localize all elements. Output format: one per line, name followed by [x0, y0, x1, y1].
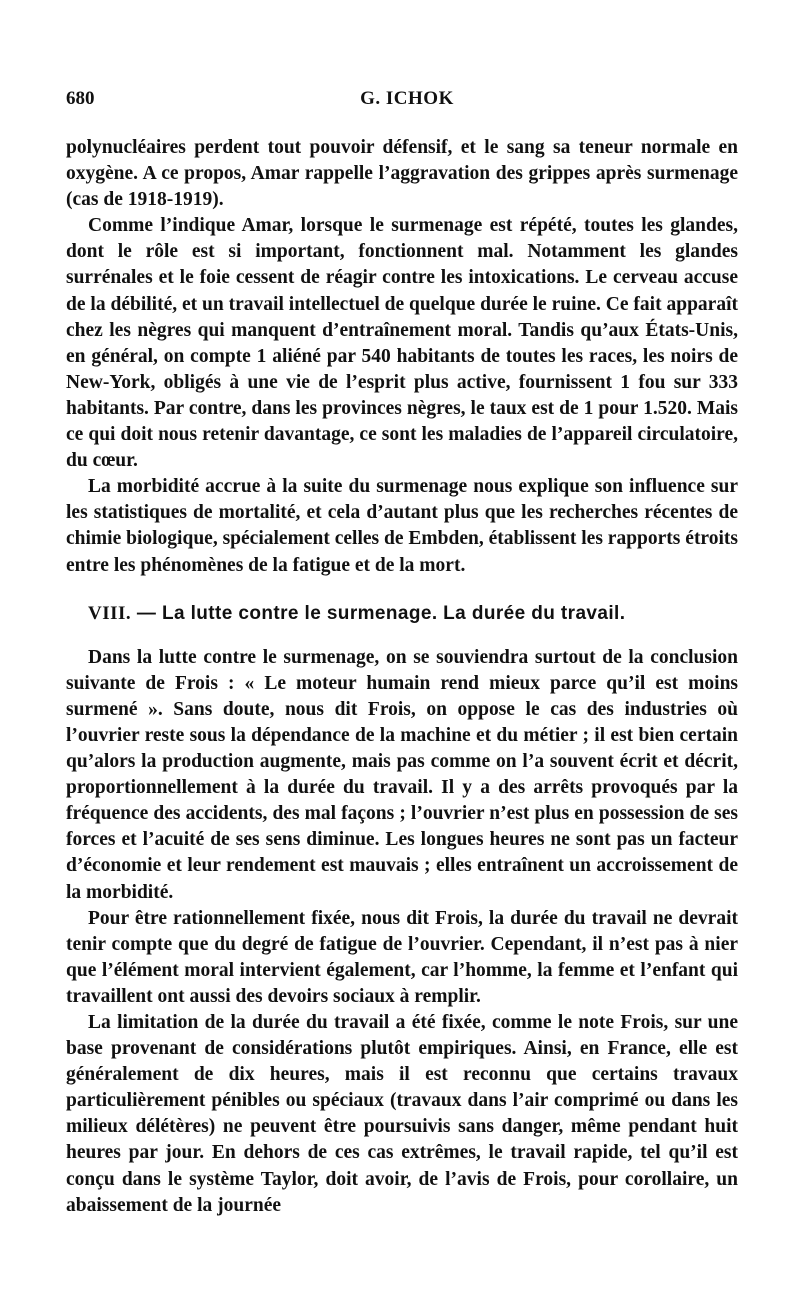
paragraph-morbidity: La morbidité accrue à la suite du surmenage nous explique son influence sur les statistiques de mortalité, et cela d’autant plus que les recherches récentes de chimie biologique, spécialement celles de Embden, établissent les rapports étroits entre les phénomènes de la fatigue et de la mort.	[66, 476, 738, 576]
section-number: VIII.	[88, 602, 132, 624]
body-text	[66, 135, 738, 1219]
paragraph-continuation: polynucléaires perdent tout pouvoir défensif, et le sang sa teneur normale en oxygène. A ce propos, Amar rappelle l’aggravation des grippes après surmenage (cas de 1918-1919).	[66, 137, 738, 211]
paragraph-limitation: La limitation de la durée du travail a été fixée, comme le note Frois, sur une base provenant de considérations plutôt empiriques. Ainsi, en France, elle est généralement de dix heures, mais il est reconnu que certains travaux particulièrement pénibles ou spéciaux (travaux dans l’air comprimé ou dans les milieux délétères) ne peuvent être poursuivis sans danger, même pendant huit heures par jour. En dehors de ces cas extrêmes, le travail rapide, tel qu’il est conçu dans le système Taylor, doit avoir, de l’avis de Frois, pour corollaire, un abaissement de la journée	[66, 1012, 738, 1216]
running-head	[66, 88, 748, 112]
paragraph-rational-duration: Pour être rationnellement fixée, nous dit Frois, la durée du travail ne devrait tenir compte que du degré de fatigue de l’ouvrier. Cependant, il n’est pas à nier que l’élément moral intervient également, car l’homme, la femme et l’enfant qui travaillent ont aussi des devoirs sociaux à remplir.	[66, 907, 738, 1007]
paragraph-frois-conclusion: Dans la lutte contre le surmenage, on se souviendra surtout de la conclusion suivante de Frois : « Le moteur humain rend mieux parce qu’il est moins surmené ». Sans doute, nous dit Frois, on oppose le cas des industries où l’ouvrier reste sous la dépendance de la machine et du métier ; il est bien certain qu’alors la production augmente, mais pas comme on l’a souvent écrit et décrit, proportionnellement à la durée du travail. Il y a des arrêts provoqués par la fréquence des accidents, des mal façons ; l’ouvrier n’est plus en possession de ses forces et l’acuité de ses sens diminue. Les longues heures ne sont pas un facteur d’économie et leur rendement est mauvais ; elles entraînent un accroissement de la morbidité.	[66, 646, 738, 903]
section-dash: —	[136, 602, 157, 624]
running-head-author: G. ICHOK	[360, 88, 454, 109]
paragraph-amar-glands: Comme l’indique Amar, lorsque le surmenage est répété, toutes les glandes, dont le rôle est si important, fonctionnent mal. Notamment les glandes surrénales et le foie cessent de réagir contre les intoxications. Le cerveau accuse de la débilité, et un travail intellectuel de quelque durée le ruine. Ce fait apparaît chez les nègres qui manquent d’entraînement moral. Tandis qu’aux États-Unis, en général, on compte 1 aliéné par 540 habitants de toutes les races, les noirs de New-York, obligés à une vie de l’esprit plus active, fournissent 1 fou sur 333 habitants. Par contre, dans les provinces nègres, le taux est de 1 pour 1.520. Mais ce qui doit nous retenir davantage, ce sont les maladies de l’appareil circulatoire, du cœur.	[66, 215, 738, 472]
page-number: 680	[66, 88, 95, 109]
section-heading	[88, 601, 738, 627]
section-title: La lutte contre le surmenage. La durée du travail.	[161, 602, 626, 624]
